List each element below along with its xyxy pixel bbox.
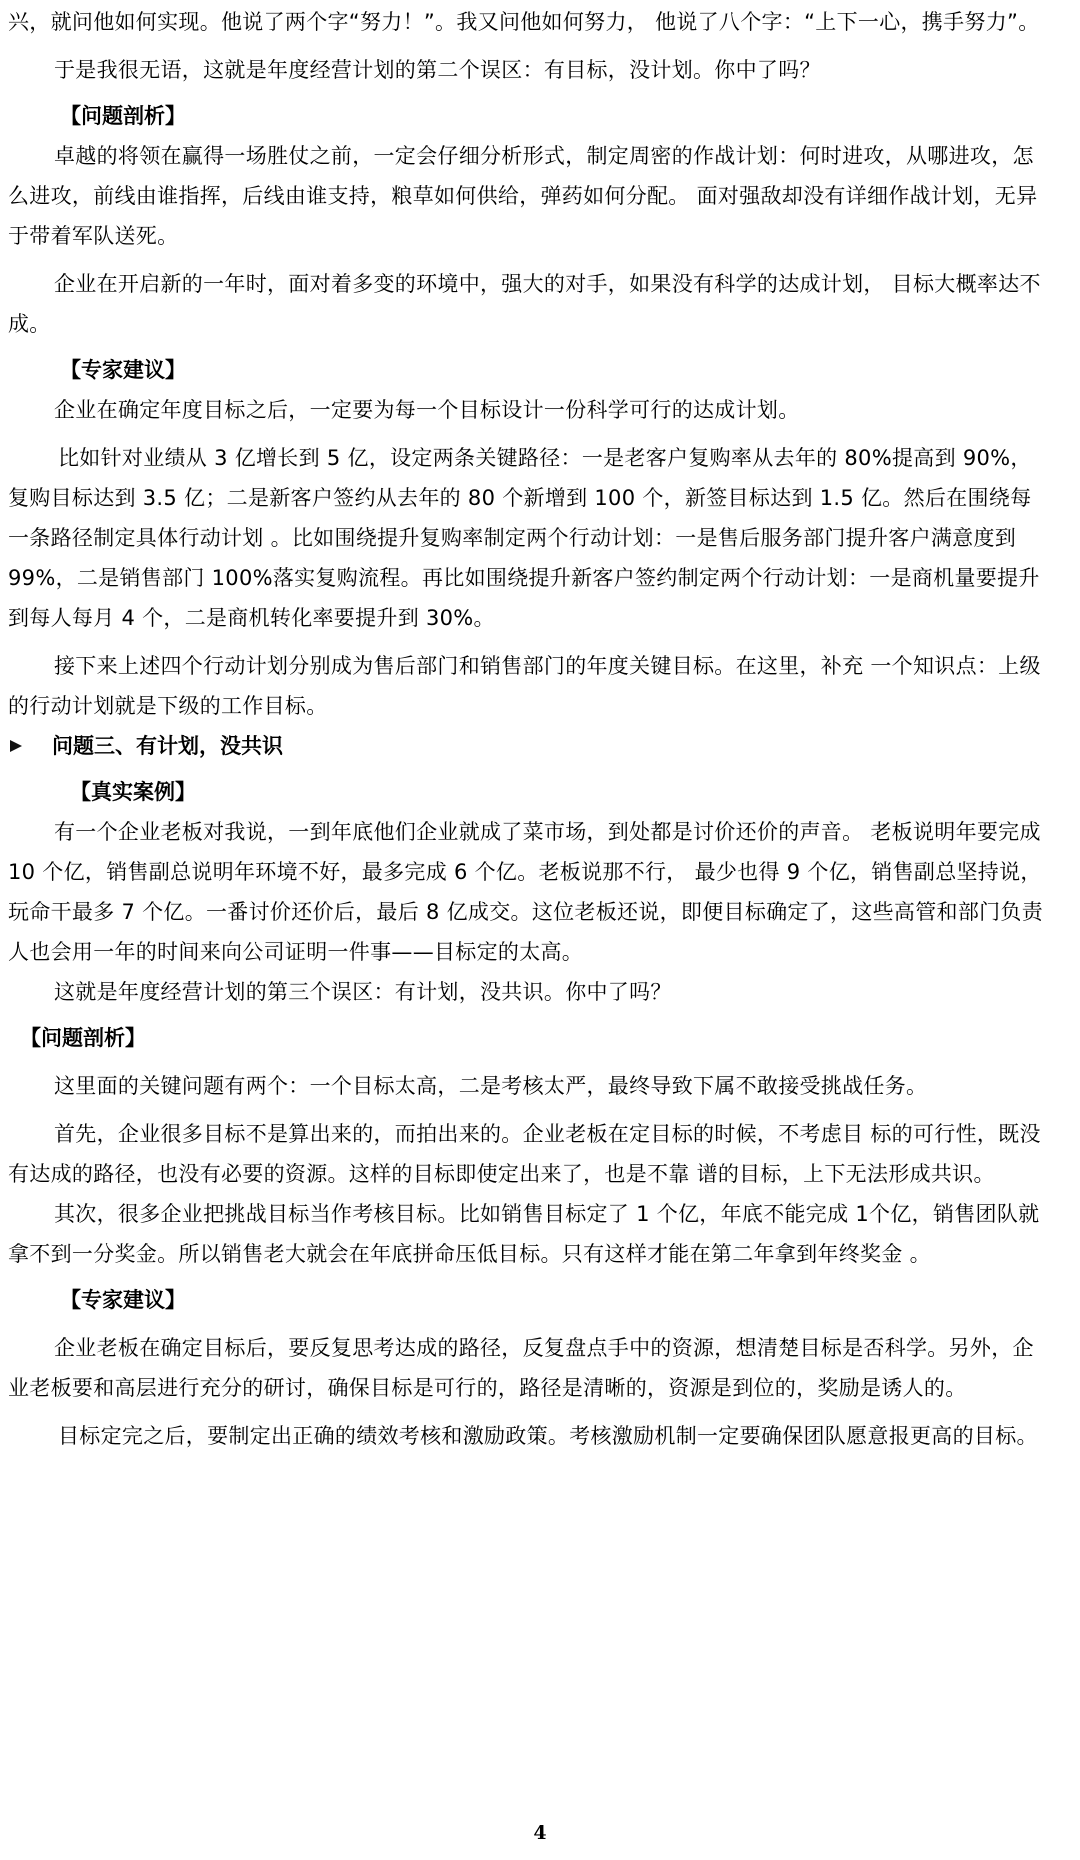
paragraph-boss-advice: 企业老板在确定目标后，要反复思考达成的路径，反复盘点手中的资源，想清楚目标是否科学。另外，企业老板要和高层进行充分的研讨，确保目标是可行的，路径是清晰的，资源是到位的，奖励是诱人的。	[8, 1336, 1034, 1400]
paragraph-incentive-policy: 目标定完之后，要制定出正确的绩效考核和激励政策。考核激励机制一定要确保团队愿意报更高的目标。	[58, 1424, 1038, 1448]
page-number: 4	[533, 1822, 547, 1844]
paragraph-second-pitfall: 于是我很无语，这就是年度经营计划的第二个误区：有目标，没计划。你中了吗？	[54, 58, 821, 82]
arrow-bullet-icon	[10, 740, 22, 752]
section-tag-problem-analysis: 【问题剖析】	[60, 104, 186, 128]
section-tag-expert-advice-2: 【专家建议】	[60, 1288, 186, 1312]
paragraph-knowledge-point: 接下来上述四个行动计划分别成为售后部门和销售部门的年度关键目标。在这里，补充 一个知识点：上级的行动计划就是下级的工作目标。	[8, 654, 1041, 718]
paragraph-achievement-plan: 企业在确定年度目标之后，一定要为每一个目标设计一份科学可行的达成计划。	[54, 398, 800, 422]
problem-three-heading: 问题三、有计划，没共识	[52, 734, 283, 758]
paragraph-enterprise-environment: 企业在开启新的一年时，面对着多变的环境中，强大的对手，如果没有科学的达成计划， 目标大概率达不成。	[8, 272, 1041, 336]
paragraph-first-reason: 首先，企业很多目标不是算出来的，而拍出来的。企业老板在定目标的时候，不考虑目 标的可行性，既没有达成的路径，也没有必要的资源。这样的目标即使定出来了，也是不靠 谱的目标，上下无法形成共识。	[8, 1122, 1041, 1186]
paragraph-general-analogy: 卓越的将领在赢得一场胜仗之前，一定会仔细分析形式，制定周密的作战计划：何时进攻，从哪进攻，怎么进攻，前线由谁指挥，后线由谁支持，粮草如何供给，弹药如何分配。 面对强敌却没有详细作战计划，无异于带着军队送死。	[8, 144, 1038, 248]
problem-three-heading-row	[0, 726, 1080, 766]
section-tag-expert-advice: 【专家建议】	[60, 358, 186, 382]
paragraph-key-paths-example: 比如针对业绩从 3 亿增长到 5 亿，设定两条关键路径：一是老客户复购率从去年的 80%提高到 90%，复购目标达到 3.5 亿；二是新客户签约从去年的 80 个新增到 100 个，新签目标达到 1.5 亿。然后在围绕每一条路径制定具体行动计划 。比如围绕提升复购率制定两个行动计划：一是售后服务部门提升客户满意度到 99%，二是销售部门 100%落实复购流程。再比如围绕提升新客户签约制定两个行动计划：一是商机量要提升到每人每月 4 个，二是商机转化率要提升到 30%。	[8, 446, 1040, 630]
paragraph-real-case: 有一个企业老板对我说，一到年底他们企业就成了菜市场，到处都是讨价还价的声音。 老板说明年要完成 10 个亿，销售副总说明年环境不好，最多完成 6 个亿。老板说那不行， 最少也得 9 个亿，销售副总坚持说，玩命干最多 7 个亿。一番讨价还价后，最后 8 亿成交。这位老板还说，即便目标确定了，这些高管和部门负责人也会用一年的时间来向公司证明一件事——目标定的太高。	[8, 820, 1044, 964]
section-tag-problem-analysis-2: 【问题剖析】	[20, 1026, 146, 1050]
paragraph-third-pitfall: 这就是年度经营计划的第三个误区：有计划，没共识。你中了吗？	[54, 980, 672, 1004]
paragraph-key-problems: 这里面的关键问题有两个：一个目标太高，二是考核太严，最终导致下属不敢接受挑战任务。	[54, 1074, 928, 1098]
paragraph-continuation: 兴，就问他如何实现。他说了两个字“努力！”。我又问他如何努力， 他说了八个字：“上下一心，携手努力”。	[8, 10, 1040, 34]
paragraph-second-reason: 其次，很多企业把挑战目标当作考核目标。比如销售目标定了 1 个亿，年底不能完成 1个亿，销售团队就拿不到一分奖金。所以销售老大就会在年底拼命压低目标。只有这样才能在第二年拿到年终奖金 。	[8, 1202, 1040, 1266]
section-tag-real-case: 【真实案例】	[70, 780, 196, 804]
